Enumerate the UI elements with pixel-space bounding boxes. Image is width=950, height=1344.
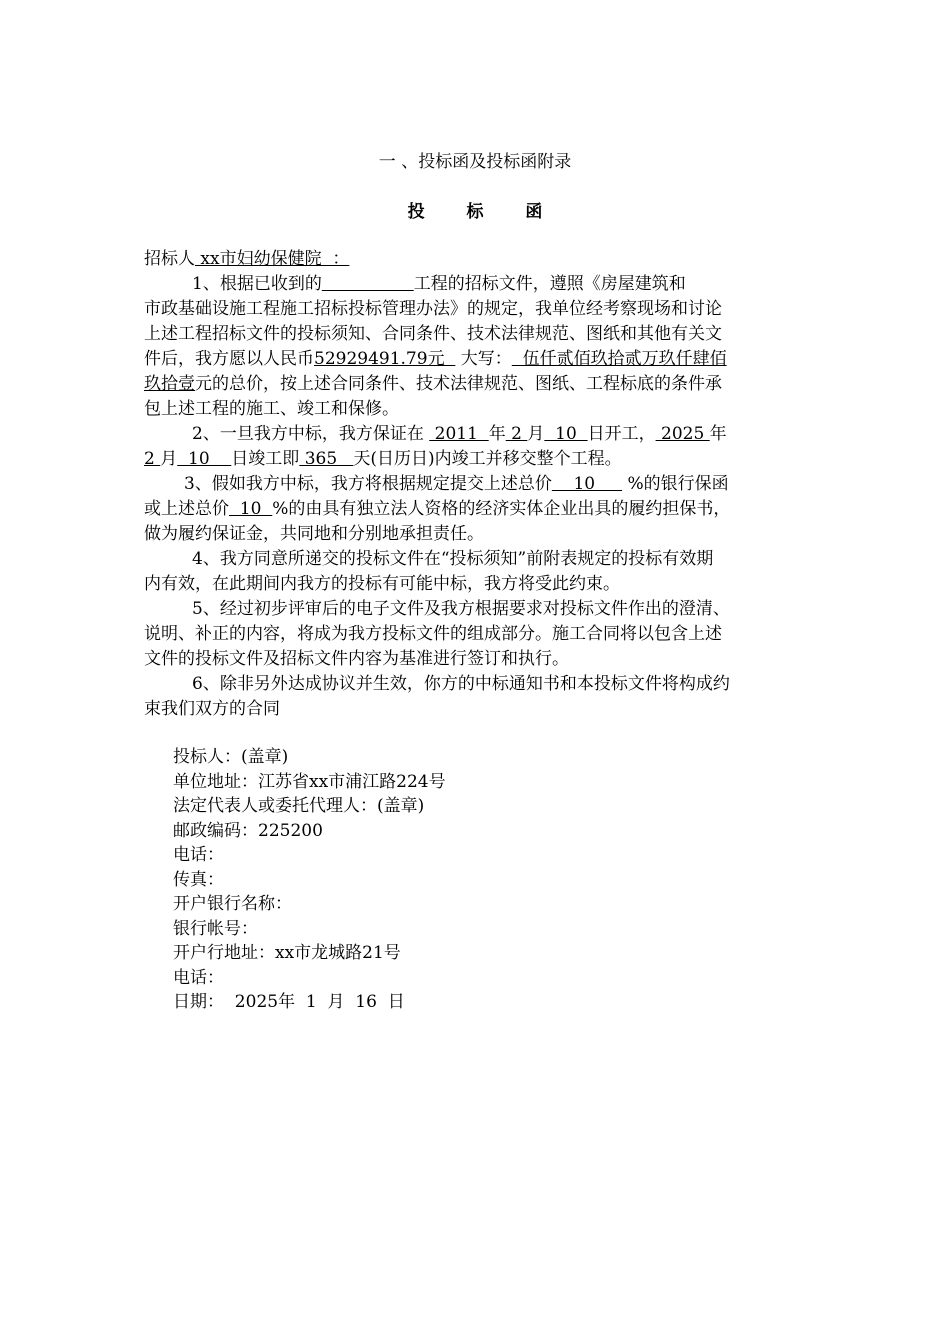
paragraph-2-line-1: 2、一旦我方中标，我方保证在 2011 年 2 月 10 日开工， 2025 年 — [192, 424, 727, 444]
start-year: 2011 — [429, 424, 489, 444]
duration-days: 365 — [299, 449, 354, 469]
paragraph-3-line-1: 3、假如我方中标，我方将根据规定提交上述总价 10 %的银行保函 — [184, 474, 729, 494]
section-title: 一 、投标函及投标函附录 — [378, 152, 572, 172]
guarantee-percent-1: 10 — [551, 474, 623, 494]
postal-code: 邮政编码：225200 — [173, 820, 323, 841]
start-day: 10 — [544, 424, 588, 444]
start-month: 2 — [505, 424, 528, 444]
paragraph-6-line-2: 束我们双方的合同 — [144, 699, 280, 719]
recipient-name: xx市妇幼保健院 ： — [195, 249, 350, 269]
recipient-label: 招标人 — [144, 249, 195, 269]
recipient-line — [144, 247, 808, 272]
bid-amount-words: 伍仟贰佰玖拾贰万玖仟肆佰 — [511, 349, 727, 369]
fax: 传真： — [173, 869, 224, 890]
phone: 电话： — [173, 845, 224, 865]
paragraph-4-line-2: 内有效，在此期间内我方的投标有可能中标，我方将受此约束。 — [144, 574, 620, 594]
end-month: 2 — [144, 449, 161, 469]
legal-representative: 法定代表人或委托代理人：(盖章) — [173, 796, 425, 816]
paragraph-5-line-2: 说明、补正的内容，将成为我方投标文件的组成部分。施工合同将以包含上述 — [144, 624, 722, 644]
paragraph-3-line-3: 做为履约保证金，共同地和分别地承担责任。 — [144, 524, 484, 544]
bank-phone: 电话： — [173, 967, 224, 988]
bank-name: 开户银行名称： — [173, 894, 292, 914]
bidder-seal: 投标人：(盖章) — [173, 747, 289, 767]
bank-address: 开户行地址：xx市龙城路21号 — [173, 943, 401, 963]
paragraph-5-line-1: 5、经过初步评审后的电子文件及我方根据要求对投标文件作出的澄清、 — [192, 599, 730, 619]
paragraph-3-line-2: 或上述总价 10 %的由具有独立法人资格的经济实体企业出具的履约担保书， — [144, 499, 731, 519]
paragraph-1-line-6: 包上述工程的施工、竣工和保修。 — [144, 399, 399, 419]
letter-body — [144, 247, 808, 722]
document-title: 投 标 函 — [407, 202, 561, 222]
bank-account: 银行帐号： — [173, 918, 258, 939]
bid-amount-words-end: 玖拾壹 — [144, 374, 195, 394]
paragraph-2-line-2: 2 月 10 日竣工即 365 天(日历日)内竣工并移交整个工程。 — [144, 449, 622, 469]
bidder-address: 单位地址：江苏省xx市浦江路224号 — [173, 771, 446, 792]
paragraph-1-line-4: 件后，我方愿以人民币52929491.79元 大写： 伍仟贰佰玖拾贰万玖仟肆佰 — [144, 349, 727, 369]
paragraph-6-line-1: 6、除非另外达成协议并生效，你方的中标通知书和本投标文件将构成约 — [192, 674, 730, 694]
paragraph-1-line-3: 上述工程招标文件的投标须知、合同条件、技术法律规范、图纸和其他有关文 — [144, 324, 722, 344]
date: 日期： 2025年 1 月 16 日 — [173, 992, 405, 1012]
paragraph-1-line-1: 1、根据已收到的 工程的招标文件，遵照《房屋建筑和 — [192, 274, 686, 294]
paragraph-1-line-5: 玖拾壹元的总价，按上述合同条件、技术法律规范、图纸、工程标底的条件承 — [144, 374, 722, 394]
paragraph-1-line-2: 市政基础设施工程施工招标投标管理办法》的规定，我单位经考察现场和讨论 — [144, 299, 722, 319]
end-year: 2025 — [655, 424, 710, 444]
paragraph-5-line-3: 文件的投标文件及招标文件内容为基准进行签订和执行。 — [144, 649, 569, 669]
paragraph-4-line-1: 4、我方同意所递交的投标文件在“投标须知”前附表规定的投标有效期 — [192, 549, 714, 569]
signature-block — [173, 745, 773, 1015]
bid-amount: 52929491.79元 — [314, 349, 456, 369]
project-name-blank — [322, 274, 414, 294]
end-day: 10 — [177, 449, 232, 469]
guarantee-percent-2: 10 — [229, 499, 273, 519]
